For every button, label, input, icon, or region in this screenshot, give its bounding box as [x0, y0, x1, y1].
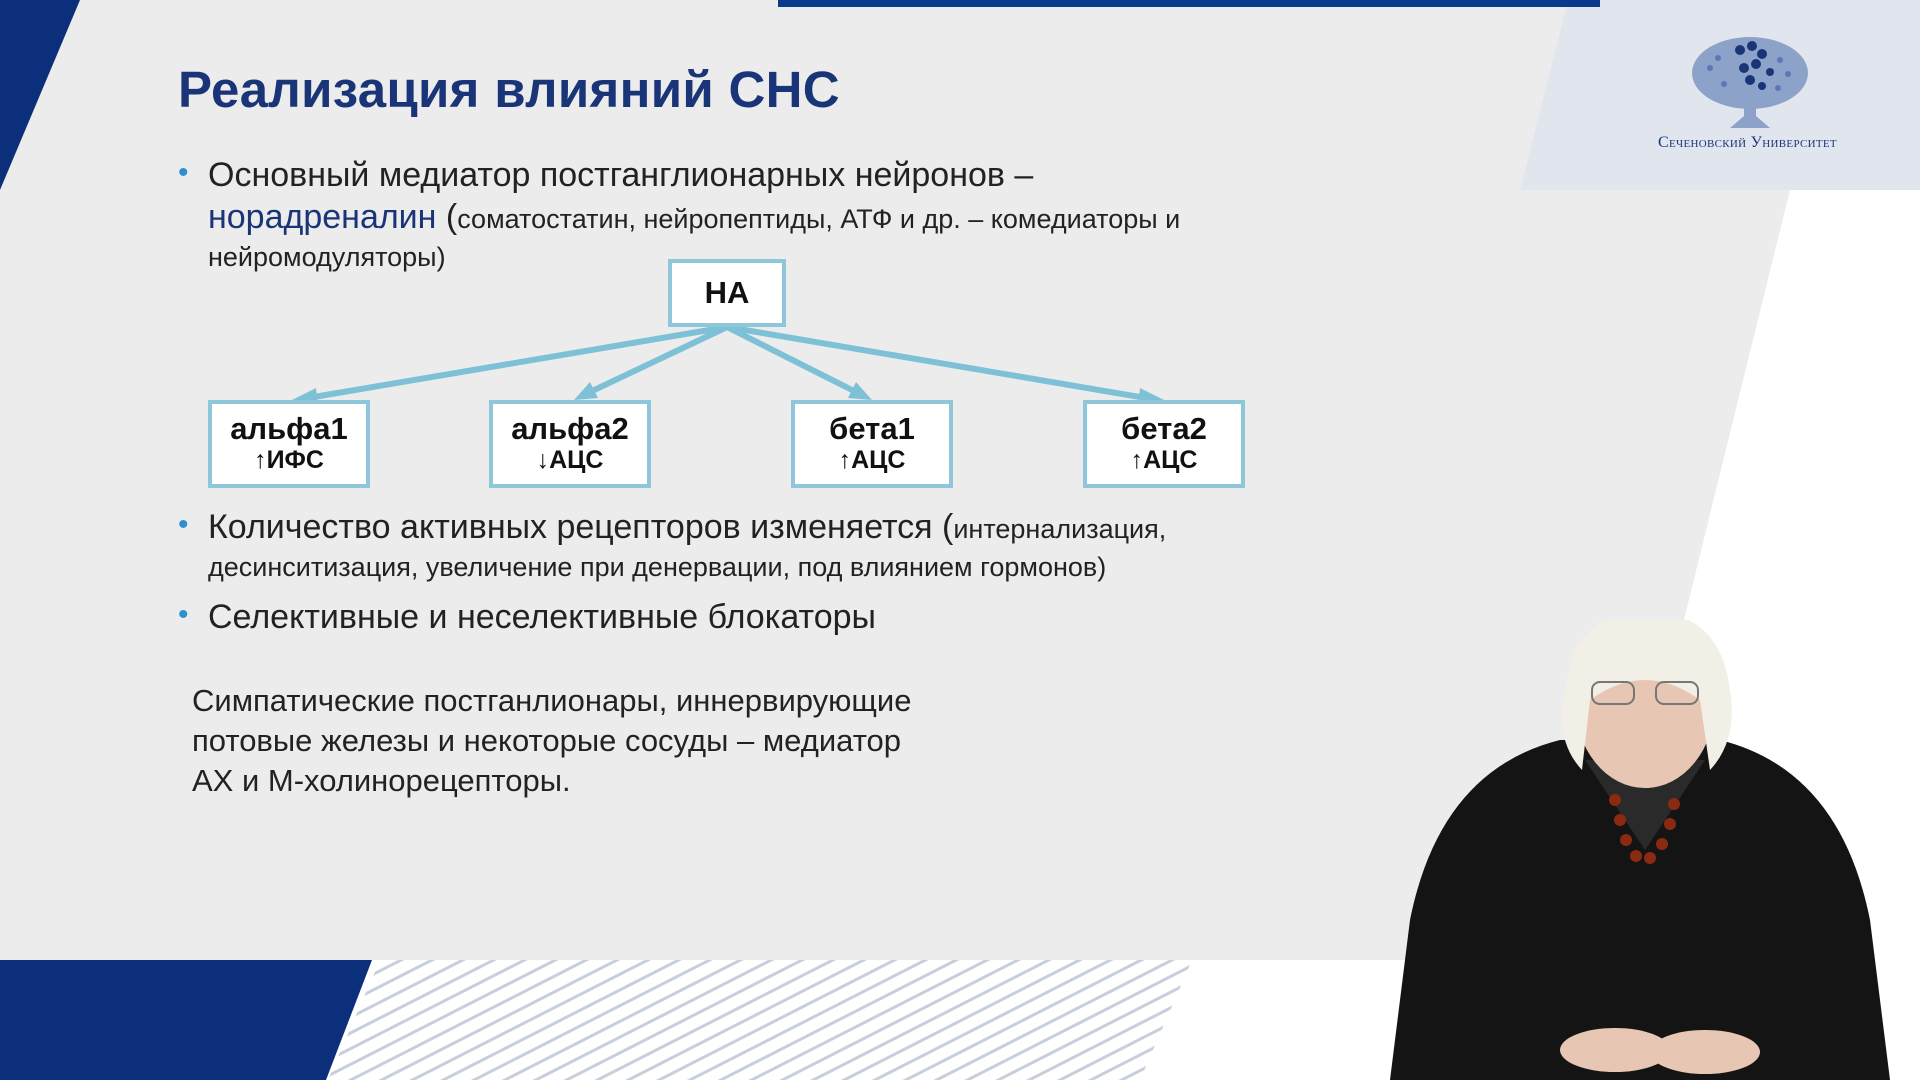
na-label: НА [704, 275, 750, 310]
bullet-1-small: соматостатин, нейропептиды, АТФ и др. – комедиаторы и [457, 204, 1181, 234]
note-text [192, 681, 912, 801]
bullet-marker: • [178, 598, 189, 631]
bullet-2-small: интернализация, [953, 514, 1167, 544]
bullet-1-line1: Основный медиатор постганглионарных нейронов – [208, 156, 1034, 194]
arrowhead-alpha2 [574, 382, 598, 400]
receptor-effect: ↑ИФС [254, 446, 324, 474]
bullet-3: Селективные и неселективные блокаторы [208, 598, 876, 636]
note-line: АХ и М-холинорецепторы. [192, 763, 571, 798]
bullet-2 [208, 506, 1166, 584]
note-line: потовые железы и некоторые сосуды – медиатор [192, 723, 902, 758]
arrow-to-beta2 [727, 327, 1146, 398]
note-line: Симпатические постганлионары, иннервирующие [192, 683, 912, 718]
receptor-effect: ↑АЦС [838, 446, 906, 474]
receptor-effect: ↓АЦС [536, 446, 604, 474]
norepinephrine-term: норадреналин [208, 198, 437, 236]
receptor-name: бета1 [829, 411, 915, 446]
university-logo-text: Сеченовский Университет [1658, 134, 1837, 151]
receptor-box-beta1 [791, 400, 953, 488]
bullet-1-line3: нейромодуляторы) [208, 242, 446, 272]
bullet-2-main: Количество активных рецепторов изменяется ( [208, 508, 954, 546]
slide-title: Реализация влияний СНС [178, 61, 840, 118]
bullet-marker: • [178, 156, 189, 189]
receptor-box-beta2 [1083, 400, 1245, 488]
tree-logo-icon [1680, 28, 1820, 128]
arrowhead-beta1 [848, 382, 872, 400]
na-box [668, 259, 786, 327]
receptor-name: альфа2 [511, 411, 629, 446]
receptor-name: бета2 [1121, 411, 1207, 446]
presenter-video [1370, 620, 1920, 1080]
receptor-name: альфа1 [230, 411, 348, 446]
bullet-2-line1 [208, 506, 1166, 550]
receptor-effect: ↑АЦС [1130, 446, 1198, 474]
arrow-to-alpha1 [308, 327, 727, 398]
bullet-2-line2: десинситизация, увеличение при денервации, под влиянием гормонов) [208, 552, 1107, 582]
receptor-box-alpha2 [489, 400, 651, 488]
paren: ( [436, 198, 458, 236]
bullet-marker: • [178, 508, 189, 541]
receptor-box-alpha1 [208, 400, 370, 488]
